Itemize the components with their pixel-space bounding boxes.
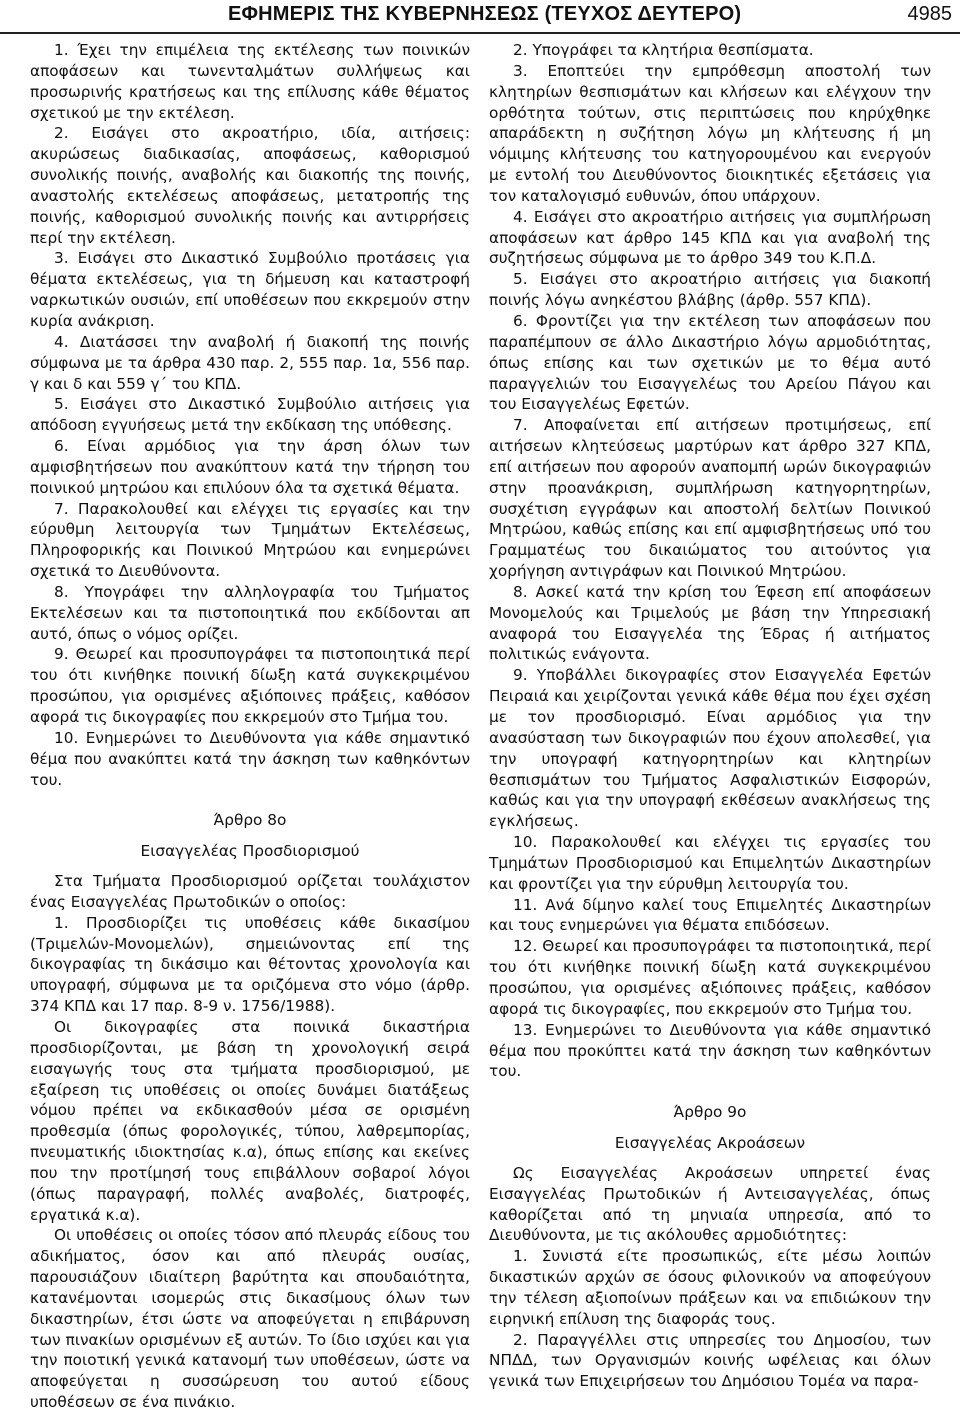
paragraph: 8. Ασκεί κατά την κρίση του Έφεση επί αποφάσεων Μονομελούς και Τριμελούς με βάση την Υπηρεσιακή αναφορά του Εισαγγελέα της Έδρας ή αιτήματος πολιτικώς ενάγοντα. [489, 582, 931, 664]
paragraph: 2. Υπογράφει τα κλητήρια θεσπίσματα. [513, 41, 814, 59]
paragraph: 5. Εισάγει στο ακροατήριο αιτήσεις για διακοπή ποινής λόγω ανηκέστου βλάβης (άρθρ. 557 ΚΠΔ). [489, 270, 931, 310]
paragraph: 7. Αποφαίνεται επί αιτήσεων προτιμήσεως, επί αιτήσεων κλητεύσεως μαρτύρων κατ άρθρο 327 ΚΠΔ, επί αιτήσεων που αφορούν αναπομπή ωρών δικογραφιών στην προανάκριση, συμπλήρωση κατηγορητηρίων, συσχέτιση εγγράφων και αποστολή δελτίων Ποινικού Μητρώου, καθώς επίσης και επί αμφισβητήσεως υπό του Γραμματέως του δικαιώματος του αιτούντος για χορήγηση αντιγράφων και Ποινικού Μητρώου. [489, 416, 931, 581]
page-header [0, 0, 960, 34]
paragraph: 3. Εποπτεύει την εμπρόθεσμη αποστολή των κλητηρίων θεσπισμάτων και κλήσεων και ελέγχουν την ορθότητα τούτων, στις περιπτώσεις που κηρύχθηκε απαράδεκτη η συζήτηση λόγω μη κλήτευσης ή μη νόμιμης κλήτευσης του κατηγορουμένου και ενεργούν με εντολή του Διευθύνοντος διοικητικές εξετάσεις για τον καταλογισμό ευθυνών, όπου υπάρχουν. [489, 61, 931, 205]
left-column [30, 40, 470, 1413]
paragraph: Οι υποθέσεις οι οποίες τόσον από πλευράς είδους του αδικήματος, όσον και από πλευράς ουσίας, παρουσιάζουν ιδιαίτερη βαρύτητα και σπουδαιότητα, κατανέμονται ισομερώς στις δικασίμους όλων των δικαστηρίων, έτσι ώστε να αποφεύγεται η επιβάρυνση των πινακίων ορισμένων εξ αυτών. Το ίδιο ισχύει και για την ποιοτική γενικά κατανομή των υποθέσεων, ώστε να αποφεύγεται η συσσώρευση του αυτού είδους υποθέσεων σε ένα πινάκιο. [30, 1226, 470, 1412]
paragraph: 6. Φροντίζει για την εκτέλεση των αποφάσεων που παραπέμπουν σε άλλο Δικαστήριο λόγω αρμοδιότητας, όπως επίσης και των σχετικών με το θέμα αυτό παραγγελιών του Εισαγγελέως του Αρείου Πάγου και του Εισαγγελέως Εφετών. [489, 311, 931, 414]
paragraph: 10. Παρακολουθεί και ελέγχει τις εργασίες του Τμημάτων Προσδιορισμού και Επιμελητών Δικαστηρίων και φροντίζει για την εύρυθμη λειτουργία του. [489, 833, 931, 893]
paragraph: 11. Ανά δίμηνο καλεί τους Επιμελητές Δικαστηρίων και τους ενημερώνει για θέματα επιδόσεων. [489, 895, 931, 935]
paragraph: Στα Τμήματα Προσδιορισμού ορίζεται τουλάχιστον ένας Εισαγγελέας Πρωτοδικών ο οποίος: [30, 872, 470, 911]
article-heading: Άρθρο 8ο [213, 811, 287, 830]
header-title: ΕΦΗΜΕΡΙΣ ΤΗΣ ΚΥΒΕΡΝΗΣΕΩΣ (ΤΕΥΧΟΣ ΔΕΥΤΕΡΟ) [228, 3, 742, 25]
paragraph: 1. Έχει την επιμέλεια της εκτέλεσης των ποινικών αποφάσεων και τωνενταλμάτων συλλήψεως και προσωρινής κρατήσεως και της επίλυσης κάθε θέματος σχετικού με την εκτέλεση. [30, 41, 470, 122]
paragraph: 12. Θεωρεί και προσυπογράφει τα πιστοποιητικά, περί του ότι κινήθηκε ποινική δίωξη κατά συγκεκριμένου προσώπου, για ορισμένες αξιόποινες πράξεις, καθόσον αφορά τις δικογραφίες, που εκκρεμούν στο Τμήμα του. [489, 937, 931, 1018]
paragraph: 9. Θεωρεί και προσυπογράφει τα πιστοποιητικά περί του ότι κινήθηκε ποινική δίωξη κατά συγκεκριμένου προσώπου, για ορισμένες αξιόποινες πράξεις, καθόσον αφορά τις δικογραφίες που εκκρεμούν στο Τμήμα του. [30, 645, 470, 726]
page-number: 4985 [907, 3, 952, 25]
paragraph: 8. Υπογράφει την αλληλογραφία του Τμήματος Εκτελέσεων και τα πιστοποιητικά που εκδίδονται απ αυτό, όπως ο νόμος ορίζει. [30, 582, 470, 643]
paragraph: 4. Εισάγει στο ακροατήριο αιτήσεις για συμπλήρωση αποφάσεων κατ άρθρο 145 ΚΠΔ και για αναβολή της συζητήσεως σύμφωνα με το άρθρο 349 του Κ.Π.Δ. [489, 207, 931, 268]
paragraph: 7. Παρακολουθεί και ελέγχει τις εργασίες και την εύρυθμη λειτουργία των Τμημάτων Εκτελέσεως, Πληροφορικής και Ποινικού Μητρώου και ενημερώνει σχετικά το Διευθύνοντα. [30, 499, 470, 581]
paragraph: 10. Ενημερώνει το Διευθύνοντα για κάθε σημαντικό θέμα που ανακύπτει κατά την άσκηση των καθηκόντων του. [30, 728, 470, 789]
paragraph: 2. Εισάγει στο ακροατήριο, ιδία, αιτήσεις: ακυρώσεως διαδικασίας, αποφάσεως, καθορισμού συνολικής ποινής, αναβολής και διακοπής της ποινής, αναστολής εκτελέσεως αποφάσεως, μετατροπής της ποινής, καθορισμού συνολικής ποινής και αντιρρήσεις περί την εκτέλεση. [30, 124, 470, 247]
paragraph: 3. Εισάγει στο Δικαστικό Συμβούλιο προτάσεις για θέματα εκτελέσεως, για τη δήμευση και καταστροφή ναρκωτικών ουσιών, επί υποθέσεων που εκκρεμούν στην κυρία ανάκριση. [30, 249, 470, 330]
article-title: Εισαγγελέας Προσδιορισμού [140, 842, 360, 861]
paragraph: Ως Εισαγγελέας Ακροάσεων υπηρετεί ένας Εισαγγελέας Πρωτοδικών ή Αντεισαγγελέας, όπως καθορίζεται από τη μηνιαία υπηρεσία, από το Διευθύνοντα, με τις ακόλουθες αρμοδιότητες: [489, 1163, 931, 1245]
paragraph: 13. Ενημερώνει το Διευθύνοντα για κάθε σημαντικό θέμα που προκύπτει κατά την άσκηση των καθηκόντων του. [489, 1020, 931, 1081]
paragraph: 9. Υποβάλλει δικογραφίες στον Εισαγγελέα Εφετών Πειραιά και χειρίζονται γενικά κάθε θέμα που έχει σχέση με τον προσδιορισμό. Είναι αρμόδιος για την ανασύσταση των δικογραφιών που έχουν απολεσθεί, για την υπογραφή κατηγορητηρίων και κλητηρίων θεσπισμάτων του Τμήματος Ασφαλιστικών Εισφορών, καθώς και για την υπογραφή εκθέσεων ανακλήσεως της εγκλήσεως. [489, 666, 931, 831]
paragraph: 1. Συνιστά είτε προσωπικώς, είτε μέσω λοιπών δικαστικών αρχών σε όσους φιλονικούν να αποφεύγουν την τέλεση αξιοποίνων πράξεων και να επιδιώκουν την ειρηνική επίλυση της διαφοράς τους. [489, 1247, 931, 1328]
paragraph: 5. Εισάγει στο Δικαστικό Συμβούλιο αιτήσεις για απόδοση εγγυήσεως μετά την εκδίκαση της υπόθεσης. [30, 395, 470, 435]
paragraph: 4. Διατάσσει την αναβολή ή διακοπή της ποινής σύμφωνα με τα άρθρα 430 παρ. 2, 555 παρ. 1α, 556 παρ. γ και δ και 559 γ΄ του ΚΠΔ. [30, 332, 470, 393]
paragraph: 6. Είναι αρμόδιος για την άρση όλων των αμφισβητήσεων που ανακύπτουν κατά την τήρηση του ποινικού μητρώου και επιλύουν όλα τα σχετικά θέματα. [30, 437, 470, 497]
paragraph: Οι δικογραφίες στα ποινικά δικαστήρια προσδιορίζονται, με βάση τη χρονολογική σειρά εισαγωγής τους στα τμήματα προσδιορισμού, με εξαίρεση τις υποθέσεις οι οποίες δυνάμει διατάξεως νόμου πρέπει να εκδικασθούν μέσα σε ορισμένη προθεσμία (όπως φορολογικές, τύπου, λαθρεμπορίας, πνευματικής ιδιοκτησίας κ.α), όπως επίσης και εκείνες που την προτίμησή τους επιβάλλουν σοβαροί λόγοι (όπως παραγραφή, πολλές αναβολές, διατροφές, εργατικά κ.α). [30, 1017, 470, 1224]
right-column [489, 40, 931, 1392]
paragraph: 1. Προσδιορίζει τις υποθέσεις κάθε δικασίμου (Τριμελών-Μονομελών), σημειώνοντας επί της δικογραφίας τη δικάσιμο και θέτοντας χρονολογία και υπογραφή, σύμφωνα με τα οριζόμενα στο νόμο (άρθρ. 374 ΚΠΔ και 17 παρ. 8-9 ν. 1756/1988). [30, 913, 470, 1016]
article-title: Εισαγγελέας Ακροάσεων [614, 1134, 806, 1153]
paragraph: 2. Παραγγέλλει στις υπηρεσίες του Δημοσίου, των ΝΠΔΔ, των Οργανισμών κοινής ωφέλειας και όλων γενικά των Επιχειρήσεων του Δημόσιου Τομέα να παρα- [489, 1330, 931, 1391]
article-heading: Άρθρο 9ο [673, 1103, 747, 1122]
